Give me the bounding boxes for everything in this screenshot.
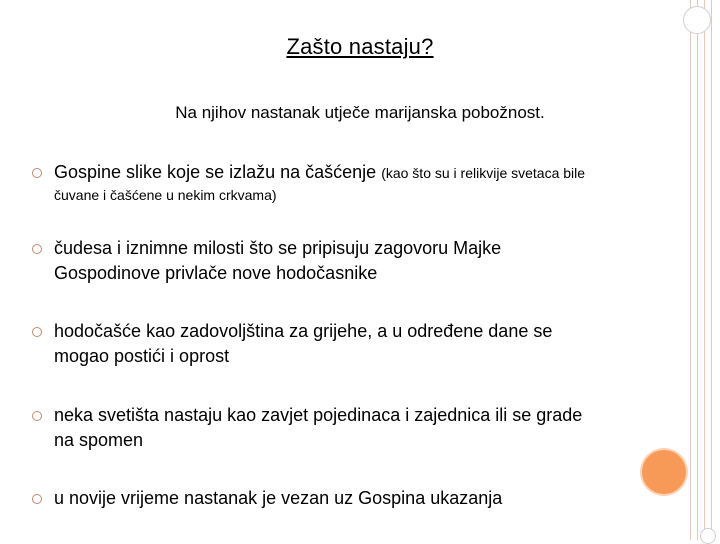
slide-subtitle: Na njihov nastanak utječe marijanska pobožnost.: [175, 103, 545, 122]
bullet-text-line: hodočašće kao zadovoljština za grijehe, a u određene dane se: [54, 321, 553, 341]
bullet-marker-icon: [32, 244, 42, 254]
bullet-note-text: (kao što su i relikvije svetaca bile: [381, 165, 586, 181]
bullet-main-text: Gospine slike koje se izlažu na čašćenje: [54, 162, 382, 182]
bullet-marker-icon: [32, 327, 42, 337]
bullet-marker-icon: [32, 168, 42, 178]
decorative-circle-small: [700, 528, 716, 544]
bullet-text-line: Gospodinove privlače nove hodočasnike: [54, 263, 378, 283]
slide-title: Zašto nastaju?: [286, 34, 434, 59]
decorative-line: [697, 0, 698, 540]
bullet-text-line: čudesa i iznimne milosti što se pripisuju zagovoru Majke: [54, 238, 502, 258]
bullet-text: [54, 160, 694, 186]
bullet-marker-icon: [32, 411, 42, 421]
bullet-text-line: neka svetišta nastaju kao zavjet pojedinaca i zajednica ili se grade: [54, 405, 583, 425]
bullet-note-text: čuvane i čašćene u nekim crkvama): [54, 187, 277, 203]
decorative-line: [711, 0, 712, 540]
decorative-circle-top: [683, 6, 711, 34]
bullet-text-line: na spomen: [54, 430, 144, 450]
decorative-line: [704, 0, 705, 540]
bullet-text-line: mogao postići i oprost: [54, 346, 230, 366]
bullet-marker-icon: [32, 494, 42, 504]
bullet-text-line: u novije vrijeme nastanak je vezan uz Gospina ukazanja: [54, 488, 503, 508]
